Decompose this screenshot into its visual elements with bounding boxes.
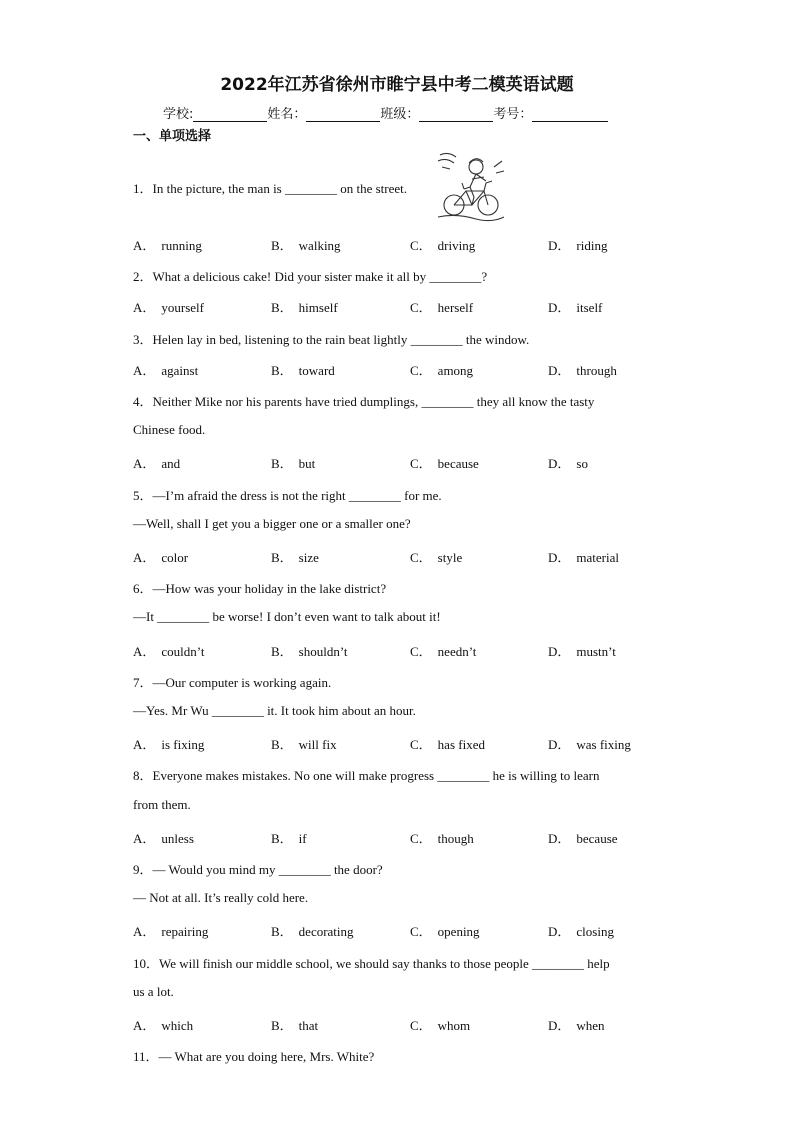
q8-option-a[interactable]: A． unless [133,831,194,846]
q5-option-d[interactable]: D． material [548,550,619,565]
q7-option-d[interactable]: D． was fixing [548,737,631,752]
q8-option-b[interactable]: B． if [271,831,307,846]
section-title: 一、单项选择 [133,129,212,144]
question-8-text: 8．Everyone makes mistakes. No one will make progress ________ he is willing to learn [133,768,600,783]
q4-option-d[interactable]: D． so [548,456,588,471]
q1-option-b[interactable]: B． walking [271,238,341,253]
q6-option-a[interactable]: A． couldn’t [133,644,205,659]
school-blank[interactable] [193,108,267,122]
exam-number-label: 考号： [493,107,533,122]
q5-option-b[interactable]: B． size [271,550,319,565]
q8-option-c[interactable]: C． though [410,831,474,846]
question-10-text-cont: us a lot. [133,984,174,999]
q9-option-c[interactable]: C． opening [410,924,480,939]
page-title: 2022年江苏省徐州市睢宁县中考二模英语试题 [220,75,574,95]
question-6-text-cont: —It ________ be worse! I don’t even want to talk about it! [133,609,441,624]
q8-option-d[interactable]: D． because [548,831,618,846]
question-11-text: 11．— What are you doing here, Mrs. White? [133,1049,375,1064]
question-2-text: 2．What a delicious cake! Did your sister make it all by ________? [133,269,488,284]
q5-option-a[interactable]: A． color [133,550,189,565]
q2-option-c[interactable]: C． herself [410,300,474,315]
question-5-text-cont: —Well, shall I get you a bigger one or a smaller one? [133,516,411,531]
question-6-text: 6．—How was your holiday in the lake district? [133,581,387,596]
question-9-text-cont: — Not at all. It’s really cold here. [133,890,309,905]
student-info-line [163,103,608,122]
school-label: 学校: [163,107,194,122]
exam-number-blank[interactable] [532,108,608,122]
q10-option-b[interactable]: B． that [271,1018,319,1033]
q7-option-c[interactable]: C． has fixed [410,737,485,752]
question-8-text-cont: from them. [133,797,191,812]
q1-option-a[interactable]: A． running [133,238,202,253]
question-5-text: 5．—I’m afraid the dress is not the right ________ for me. [133,488,442,503]
q6-option-b[interactable]: B． shouldn’t [271,644,348,659]
q3-option-a[interactable]: A． against [133,363,199,378]
q7-option-b[interactable]: B． will fix [271,737,337,752]
q3-option-b[interactable]: B． toward [271,363,335,378]
question-1-text: 1．In the picture, the man is ________ on the street. [133,181,408,196]
q2-option-a[interactable]: A． yourself [133,300,204,315]
q1-option-d[interactable]: D． riding [548,238,608,253]
question-10-text: 10．We will finish our middle school, we should say thanks to those people ________ help [133,956,610,971]
q2-option-b[interactable]: B． himself [271,300,338,315]
q9-option-b[interactable]: B． decorating [271,924,354,939]
q7-option-a[interactable]: A． is fixing [133,737,205,752]
question-3-text: 3．Helen lay in bed, listening to the rain beat lightly ________ the window. [133,332,530,347]
q1-option-c[interactable]: C． driving [410,238,476,253]
class-blank[interactable] [419,108,493,122]
question-7-text-cont: —Yes. Mr Wu ________ it. It took him about an hour. [133,703,416,718]
q9-option-d[interactable]: D． closing [548,924,614,939]
q2-option-d[interactable]: D． itself [548,300,603,315]
question-7-text: 7．—Our computer is working again. [133,675,332,690]
q4-option-a[interactable]: A． and [133,456,181,471]
cyclist-illustration [436,147,506,223]
q10-option-d[interactable]: D． when [548,1018,605,1033]
q6-option-d[interactable]: D． mustn’t [548,644,616,659]
name-label: 姓名： [267,107,307,122]
question-9-text: 9．— Would you mind my ________ the door? [133,862,383,877]
class-label: 班级： [380,107,420,122]
q5-option-c[interactable]: C． style [410,550,463,565]
q4-option-c[interactable]: C． because [410,456,479,471]
q6-option-c[interactable]: C． needn’t [410,644,477,659]
q10-option-a[interactable]: A． which [133,1018,194,1033]
q3-option-d[interactable]: D． through [548,363,617,378]
q4-option-b[interactable]: B． but [271,456,316,471]
name-blank[interactable] [306,108,380,122]
q3-option-c[interactable]: C． among [410,363,474,378]
q9-option-a[interactable]: A． repairing [133,924,209,939]
q10-option-c[interactable]: C． whom [410,1018,471,1033]
question-4-text-cont: Chinese food. [133,422,206,437]
question-4-text: 4．Neither Mike nor his parents have tried dumplings, ________ they all know the tasty [133,394,595,409]
